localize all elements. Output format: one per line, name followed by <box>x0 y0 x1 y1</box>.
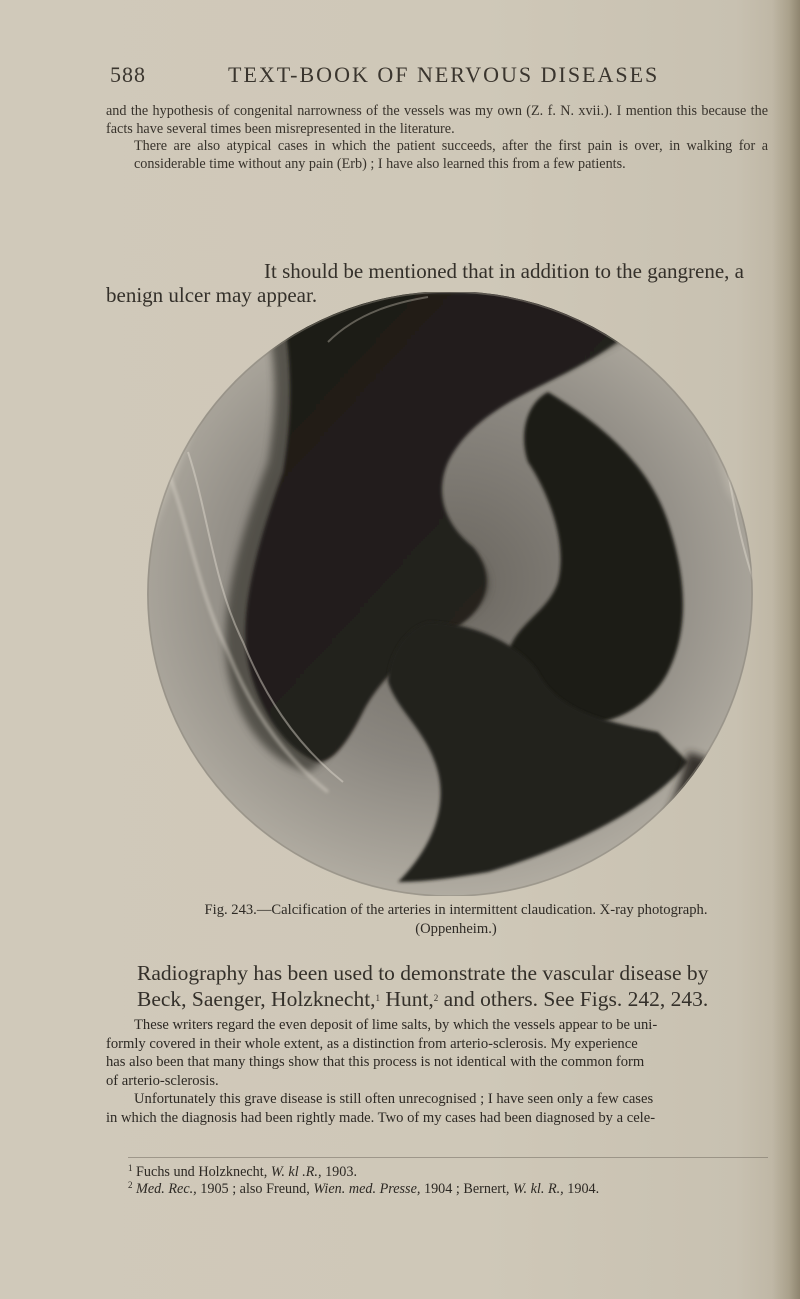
caption-credit: (Oppenheim.) <box>415 921 497 937</box>
paragraph-radiography <box>137 961 777 1012</box>
page-number: 588 <box>110 62 146 87</box>
figure-caption <box>140 901 772 939</box>
xray-photograph <box>128 292 772 896</box>
paragraph-line: has also been that many things show that this process is not identical with the common form <box>106 1054 645 1071</box>
footnote-divider <box>128 1157 768 1158</box>
paragraph-benign-ulcer: It should be mentioned that in addition to the gangrene, a benign ulcer may appear. <box>106 259 744 307</box>
footnote-ref: 2 <box>433 993 439 1003</box>
page-edge-shadow <box>772 0 800 1299</box>
paragraph-line: These writers regard the even deposit of lime salts, by which the vessels appear to be uni- <box>134 1017 658 1033</box>
paragraph-line: Unfortunately this grave disease is still often unrecognised ; I have seen only a few cases <box>134 1091 654 1108</box>
paragraph-hypothesis <box>106 103 768 173</box>
paragraph-atypical-cases: There are also atypical cases in which the patient succeeds, after the first pain is over, in walking for a considerable time without any pain (Erb) ; I have also learned this from a few patients. <box>134 138 768 172</box>
page-header <box>0 62 800 92</box>
paragraph-line: in which the diagnosis had been rightly made. Two of my cases had been diagnosed by a cele- <box>106 1109 656 1126</box>
xray-figure <box>128 292 772 896</box>
footnote-1: $^1$ Fuchs und Holzknecht, W. kl .R., 1903. <box>128 1163 357 1180</box>
footnote-2: $^2$ Med. Rec., 1905 ; also Freund, Wien. med. Presse, 1904 ; Bernert, W. kl. R., 1904. <box>128 1180 600 1197</box>
caption-line: Fig. 243.—Calcification of the arteries in intermittent claudication. X-ray photograph. <box>204 902 708 918</box>
paragraph-text: and the hypothesis of congenital narrowness of the vessels was my own (Z. f. N. xvii.). I mention this because the facts have several times been misrepresented in the literature. <box>106 103 768 137</box>
footnote-ref: 1 <box>375 993 381 1003</box>
paragraph-line: Beck, Saenger, Holzknecht,$^1$ Hunt,$^2$ and others. See Figs. 242, 243. <box>137 987 709 1011</box>
paragraph-line: Radiography has been used to demonstrate the vascular disease by <box>137 961 709 985</box>
paragraph-lime-salts <box>106 1016 770 1128</box>
paragraph-line: of arterio-sclerosis. <box>106 1072 219 1089</box>
running-head: TEXT-BOOK OF NERVOUS DISEASES <box>228 62 660 87</box>
paragraph-line: formly covered in their whole extent, as a distinction from arterio-sclerosis. My experience <box>106 1035 638 1052</box>
